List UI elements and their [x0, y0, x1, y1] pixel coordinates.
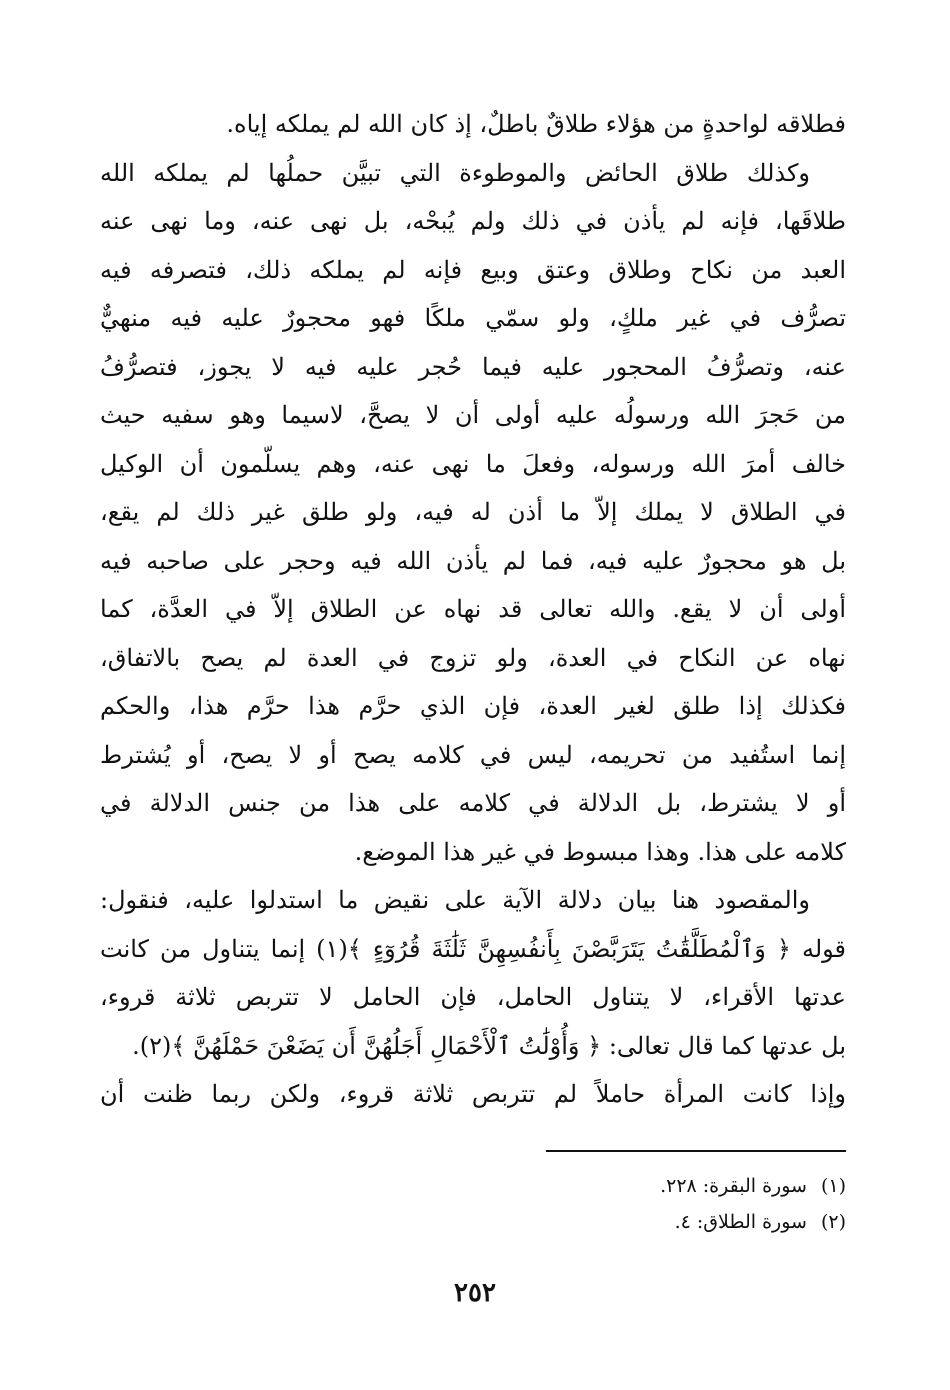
footnote-number: (١): [820, 1175, 846, 1197]
text-line: بل عدتها كما قال تعالى: ﴿ وَأُوْلَٰتُ ٱلْأَحْمَالِ أَجَلُهُنَّ أَن يَضَعْنَ حَمْلَهُنَّ ﴾(٢).: [132, 1031, 846, 1060]
text-line: كلامه على هذا. وهذا مبسوط في غير هذا الموضع.: [354, 837, 846, 866]
text-line: فطلاقه لواحدةٍ من هؤلاء طلاقٌ باطلٌ، إذ كان الله لم يملكه إياه.: [226, 110, 846, 138]
text-line: العبد من نكاح وطلاق وعتق وبيع فإنه لم يملكه ذلك، فتصرفه فيه: [100, 255, 846, 284]
text-line: من حَجرَ الله ورسولُه عليه أولى أن لا يصحَّ، لاسيما وهو سفيه حيث: [100, 401, 846, 429]
text-line: إنما استُفيد من تحريمه، ليس في كلامه يصح أو لا يصح، أو يُشترط: [100, 740, 846, 769]
footnote-item: [400, 1168, 846, 1204]
text-line: خالف أمرَ الله ورسوله، وفعلَ ما نهى عنه، وهم يسلّمون أن الوكيل: [100, 449, 846, 478]
footnote-item: [400, 1204, 846, 1240]
text-line: بل هو محجورٌ عليه فيه، فما لم يأذن الله فيه وحجر على صاحبه فيه: [100, 546, 846, 575]
text-line: طلاقَها، فإنه لم يأذن في ذلك ولم يُبحْه، بل نهى عنه، وما نهى عنه: [100, 207, 846, 235]
text-line: وإذا كانت المرأة حاملاً لم تتربص ثلاثة قروء، ولكن ربما ظنت أن: [100, 1080, 846, 1108]
text-line: عدتها الأقراء، لا يتناول الحامل، فإن الحامل لا تتربص ثلاثة قروء،: [100, 983, 846, 1011]
text-line: والمقصود هنا بيان دلالة الآية على نقيض ما استدلوا عليه، فنقول:: [100, 886, 810, 914]
text-line: عنه، وتصرُّفُ المحجور عليه فيما حُجر عليه فيه لا يجوز، فتصرُّفُ: [100, 352, 846, 381]
text-line: أو لا يشترط، بل الدلالة في كلامه على هذا من جنس الدلالة في: [100, 789, 846, 817]
text-line: فكذلك إذا طلق لغير العدة، فإن الذي حرَّم هذا حرَّم هذا، والحكم: [100, 692, 846, 720]
footnote-text: سورة الطلاق: ٤.: [674, 1211, 807, 1233]
page-number: ٢٥٢: [454, 1278, 496, 1308]
footnote-number: (٢): [820, 1211, 846, 1233]
text-line: تصرُّف في غير ملكٍ، ولو سمّي ملكًا فهو محجورٌ عليه فيه منهيٌّ: [100, 304, 846, 332]
text-line: وكذلك طلاق الحائض والموطوءة التي تبيَّن حملُها لم يملكه الله: [100, 158, 810, 187]
footnotes: [400, 1168, 846, 1240]
text-line: نهاه عن النكاح في العدة، ولو تزوج في العدة لم يصح بالاتفاق،: [100, 643, 846, 672]
footnote-text: سورة البقرة: ٢٢٨.: [660, 1175, 807, 1197]
text-line: أولى أن لا يقع. والله تعالى قد نهاه عن الطلاق إلاّ في العدَّة، كما: [100, 595, 846, 623]
text-line: في الطلاق لا يملك إلاّ ما أذن له فيه، ولو طلق غير ذلك لم يقع،: [100, 498, 846, 526]
body-text: [100, 100, 846, 1119]
text-line: قوله ﴿ وَٱلْمُطَلَّقَٰتُ يَتَرَبَّصْنَ بِأَنفُسِهِنَّ ثَلَٰثَةَ قُرُوٓءٍ ﴾(١) إنما يتناول من كانت: [100, 934, 846, 963]
footnote-divider: [546, 1150, 846, 1152]
